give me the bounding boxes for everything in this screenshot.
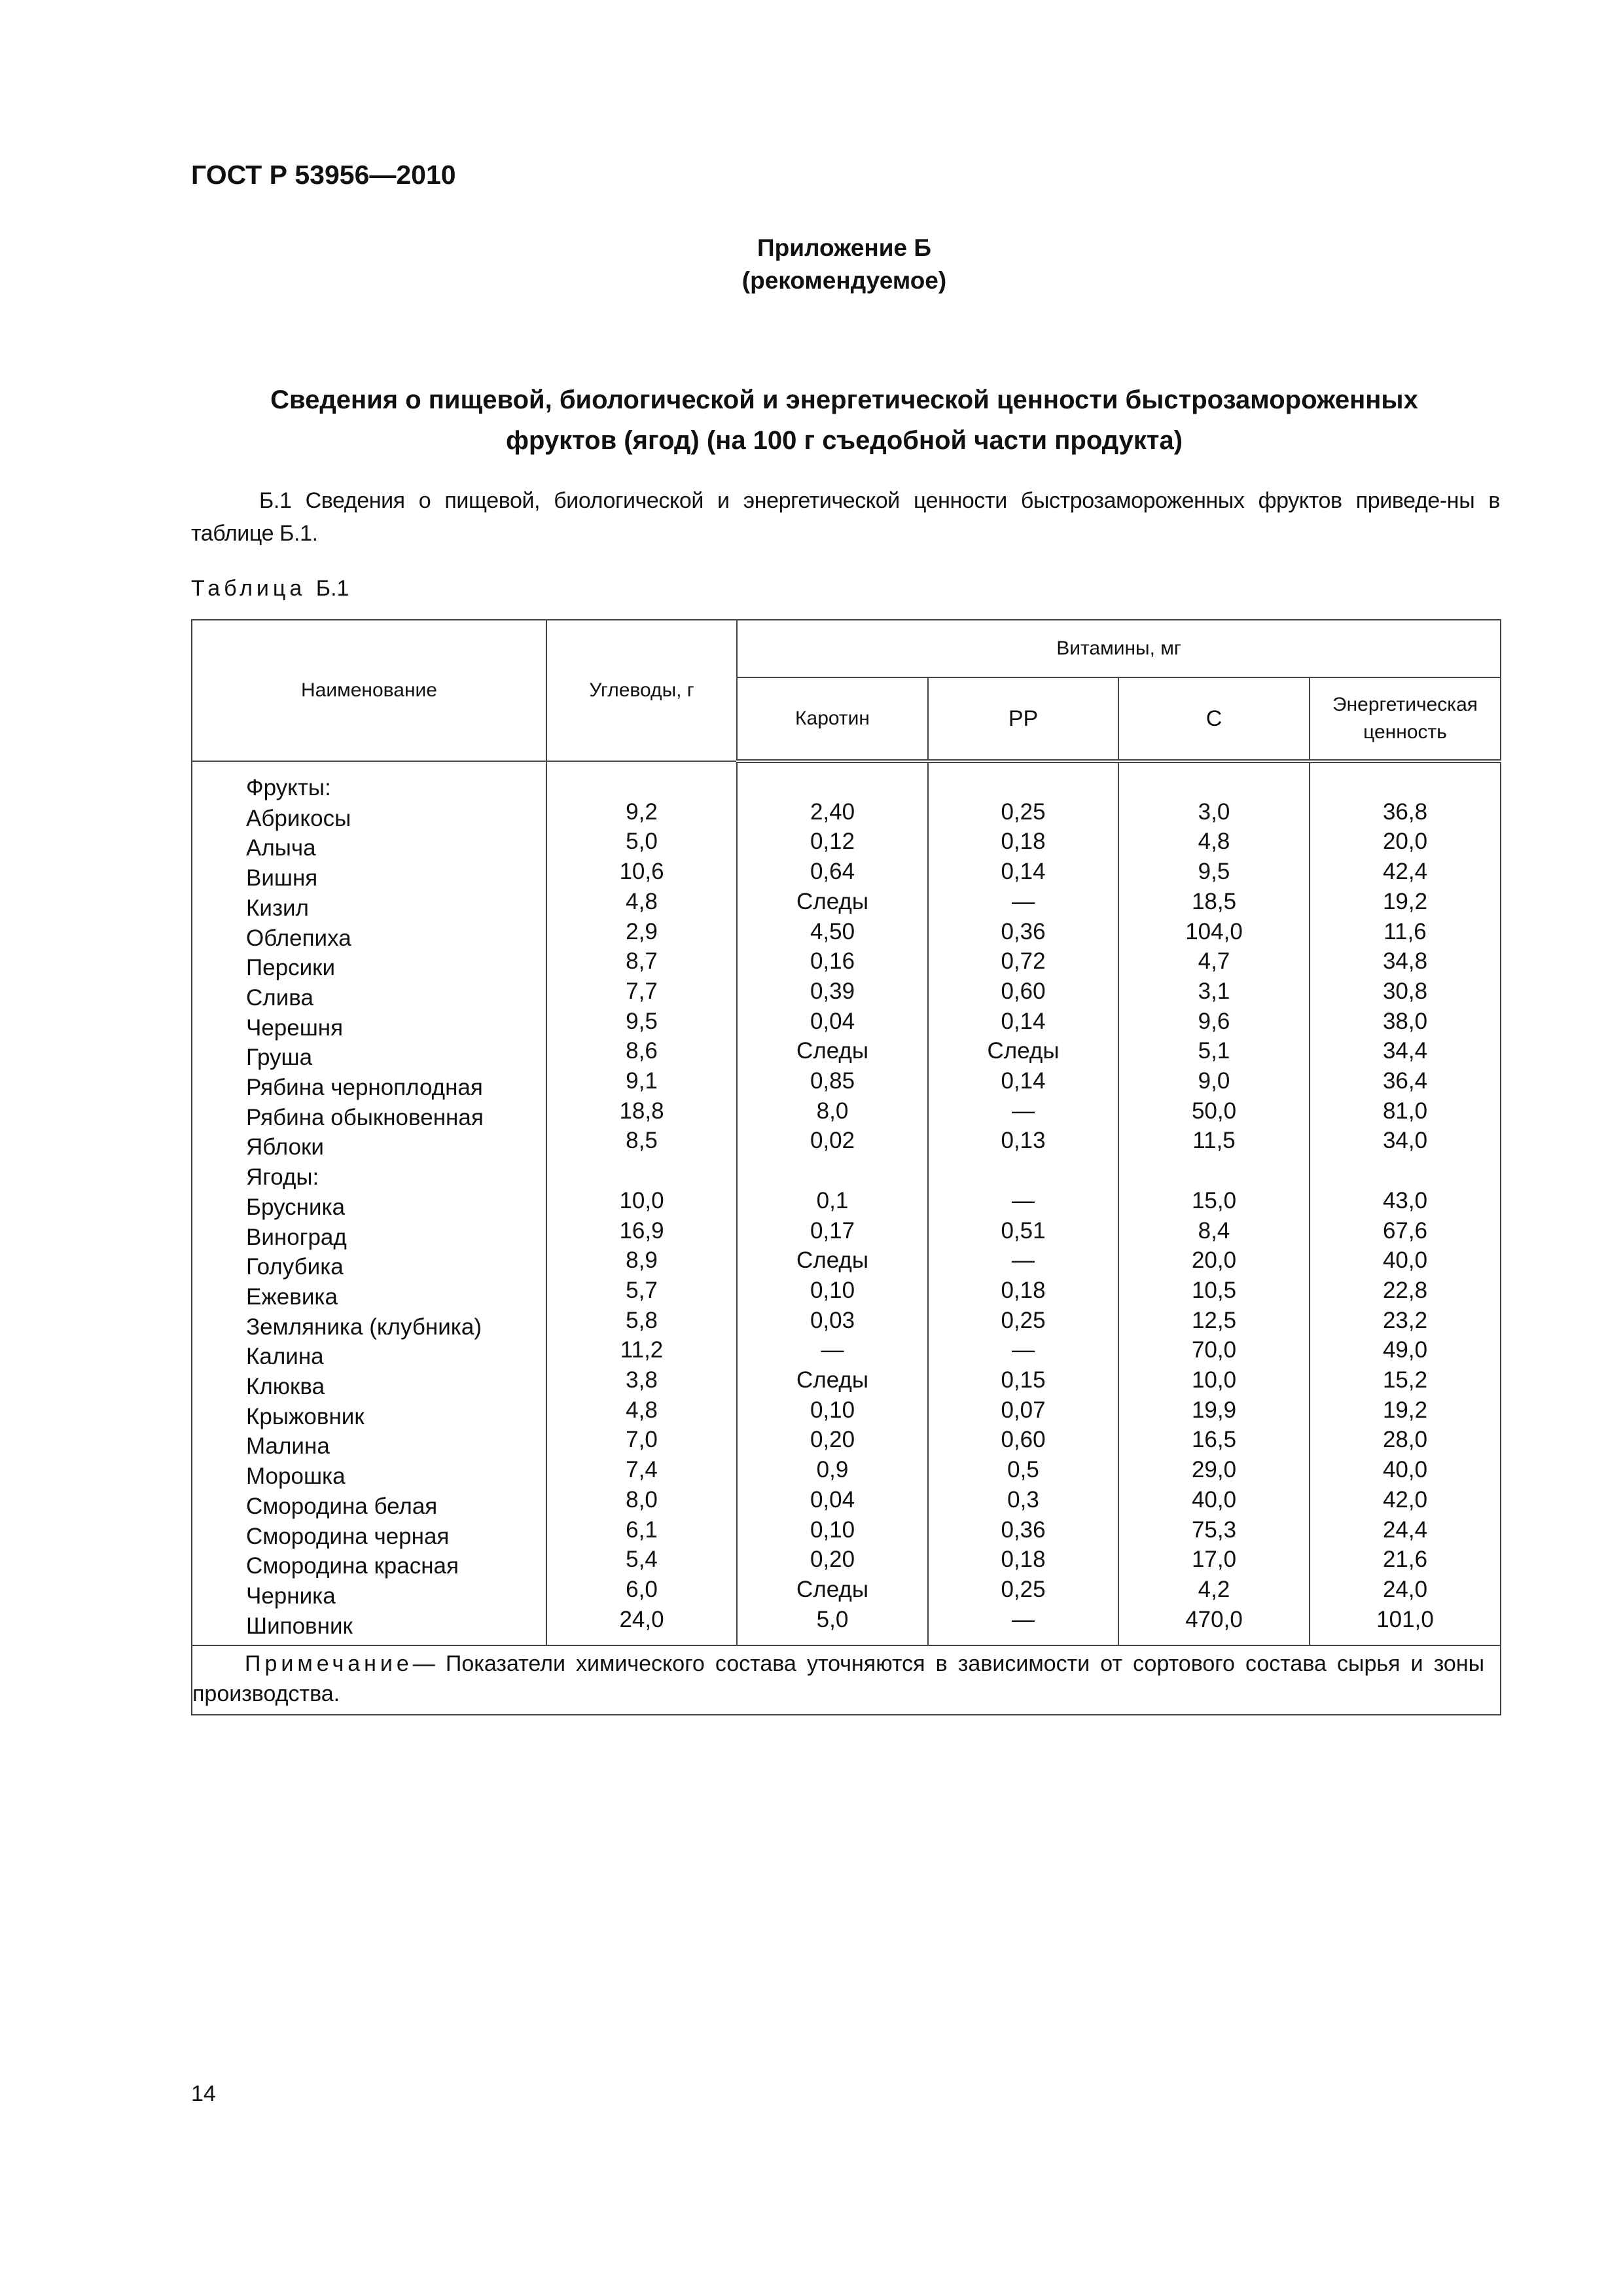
annex-status: (рекомендуемое): [741, 267, 947, 294]
cell-pp: 0,60: [928, 1425, 1118, 1455]
table-note: [192, 1645, 1501, 1715]
cell-c: 70,0: [1118, 1335, 1310, 1365]
cell-name: Алыча: [192, 833, 546, 863]
cell-name: Смородина красная: [192, 1551, 546, 1581]
cell-c: 40,0: [1118, 1485, 1310, 1515]
cell-energy: [1310, 1156, 1501, 1186]
cell-carotene: 0,12: [737, 827, 928, 857]
cell-name: Рябина черноплодная: [192, 1073, 546, 1103]
cell-c: 75,3: [1118, 1515, 1310, 1545]
cell-c: 104,0: [1118, 917, 1310, 947]
cell-energy: 49,0: [1310, 1335, 1501, 1365]
cell-name: Яблоки: [192, 1132, 546, 1162]
cell-name: Фрукты:: [192, 761, 546, 804]
cell-carotene: 0,1: [737, 1186, 928, 1216]
cell-carotene: 0,64: [737, 857, 928, 887]
intro-paragraph: [191, 484, 1500, 550]
cell-c: 5,1: [1118, 1036, 1310, 1066]
header-name: Наименование: [192, 620, 546, 761]
cell-pp: —: [928, 1605, 1118, 1640]
cell-name: Смородина черная: [192, 1522, 546, 1552]
cell-name: Голубика: [192, 1252, 546, 1282]
cell-c: 50,0: [1118, 1096, 1310, 1126]
cell-energy: 40,0: [1310, 1455, 1501, 1485]
cell-pp: [928, 1156, 1118, 1186]
cell-pp: 0,5: [928, 1455, 1118, 1485]
cell-c: 4,8: [1118, 827, 1310, 857]
cell-carbs: 8,9: [546, 1246, 737, 1276]
cell-c: 12,5: [1118, 1306, 1310, 1336]
cell-c: 4,7: [1118, 946, 1310, 977]
cell-name: Рябина обыкновенная: [192, 1103, 546, 1133]
cell-pp: 0,14: [928, 1066, 1118, 1096]
cell-energy: 34,8: [1310, 946, 1501, 977]
cell-pp: 0,51: [928, 1216, 1118, 1246]
cell-c: 470,0: [1118, 1605, 1310, 1640]
cell-pp: —: [928, 1186, 1118, 1216]
cell-pp: 0,13: [928, 1126, 1118, 1156]
header-energy: Энергетическая ценность: [1310, 677, 1501, 761]
cell-carotene: 0,04: [737, 1485, 928, 1515]
cell-carotene: 0,20: [737, 1425, 928, 1455]
cell-name: Черешня: [192, 1013, 546, 1043]
cell-carotene: 0,10: [737, 1515, 928, 1545]
cell-pp: —: [928, 887, 1118, 917]
cell-carbs: 9,2: [546, 797, 737, 827]
header-pp: PP: [928, 677, 1118, 761]
cell-c: 4,2: [1118, 1575, 1310, 1605]
cell-energy: 36,4: [1310, 1066, 1501, 1096]
cell-carotene: 0,85: [737, 1066, 928, 1096]
cell-carotene: Следы: [737, 1575, 928, 1605]
cell-carbs: 18,8: [546, 1096, 737, 1126]
cell-carbs: 5,4: [546, 1545, 737, 1575]
document-code: ГОСТ Р 53956—2010: [191, 160, 456, 190]
cell-c: 18,5: [1118, 887, 1310, 917]
cell-pp: 0,18: [928, 1545, 1118, 1575]
cell-energy: 36,8: [1310, 797, 1501, 827]
cell-carbs: 6,1: [546, 1515, 737, 1545]
cell-c: 11,5: [1118, 1126, 1310, 1156]
cell-carbs: 8,6: [546, 1036, 737, 1066]
cell-energy: 34,4: [1310, 1036, 1501, 1066]
cell-carbs: 9,1: [546, 1066, 737, 1096]
cell-pp: 0,36: [928, 917, 1118, 947]
cell-pp: 0,3: [928, 1485, 1118, 1515]
header-carotene: Каротин: [737, 677, 928, 761]
cell-name: Кизил: [192, 893, 546, 924]
nutrition-table: [191, 619, 1501, 1715]
header-carbs: Углеводы, г: [546, 620, 737, 761]
cell-carotene: 0,9: [737, 1455, 928, 1485]
cell-carbs: 10,6: [546, 857, 737, 887]
cell-carbs: 8,7: [546, 946, 737, 977]
cell-c: 15,0: [1118, 1186, 1310, 1216]
cell-name: Малина: [192, 1431, 546, 1462]
cell-energy: 20,0: [1310, 827, 1501, 857]
cell-energy: 34,0: [1310, 1126, 1501, 1156]
cell-carbs: 8,0: [546, 1485, 737, 1515]
cell-energy: 81,0: [1310, 1096, 1501, 1126]
cell-pp: [928, 755, 1118, 797]
cell-energy: 38,0: [1310, 1007, 1501, 1037]
cell-pp: —: [928, 1096, 1118, 1126]
cell-name: Груша: [192, 1043, 546, 1073]
cell-name: Персики: [192, 953, 546, 983]
cell-c: 20,0: [1118, 1246, 1310, 1276]
annex-heading: [0, 232, 1623, 297]
cell-name: Крыжовник: [192, 1402, 546, 1432]
cell-c: [1118, 755, 1310, 797]
cell-name: Слива: [192, 983, 546, 1013]
cell-energy: 22,8: [1310, 1276, 1501, 1306]
cell-pp: 0,25: [928, 1306, 1118, 1336]
cell-carbs: 5,0: [546, 827, 737, 857]
cell-carotene: 0,16: [737, 946, 928, 977]
cell-c: 9,6: [1118, 1007, 1310, 1037]
cell-c: 10,0: [1118, 1365, 1310, 1395]
cell-carotene: 4,50: [737, 917, 928, 947]
cell-energy: 15,2: [1310, 1365, 1501, 1395]
cell-c: 10,5: [1118, 1276, 1310, 1306]
table-caption: [191, 576, 349, 601]
cell-carotene: 0,04: [737, 1007, 928, 1037]
table-body: [192, 761, 1501, 1645]
cell-name: Брусника: [192, 1193, 546, 1223]
cell-carbs: 7,0: [546, 1425, 737, 1455]
cell-carbs: 24,0: [546, 1605, 737, 1640]
cell-carbs: 2,9: [546, 917, 737, 947]
cell-c: 17,0: [1118, 1545, 1310, 1575]
cell-carbs: 5,7: [546, 1276, 737, 1306]
cell-carbs: [546, 755, 737, 797]
cell-carotene: Следы: [737, 1365, 928, 1395]
cell-carbs: 16,9: [546, 1216, 737, 1246]
cell-energy: 30,8: [1310, 977, 1501, 1007]
intro-text: Б.1 Сведения о пищевой, биологической и энергетической ценности быстрозамороженных фруктов приведе-ны в таблице Б.1.: [191, 488, 1500, 546]
cell-c: 19,9: [1118, 1395, 1310, 1426]
cell-carbs: 7,7: [546, 977, 737, 1007]
cell-energy: 40,0: [1310, 1246, 1501, 1276]
cell-c: 16,5: [1118, 1425, 1310, 1455]
cell-name: Ежевика: [192, 1282, 546, 1312]
cell-energy: 43,0: [1310, 1186, 1501, 1216]
note-text: — Показатели химического состава уточняются в зависимости от сортового состава сырья и зоны производства.: [192, 1651, 1485, 1707]
cell-c: [1118, 1156, 1310, 1186]
cell-pp: 0,14: [928, 857, 1118, 887]
cell-carbs: [546, 1156, 737, 1186]
cell-energy: 101,0: [1310, 1605, 1501, 1640]
cell-energy: 24,0: [1310, 1575, 1501, 1605]
cell-pp: 0,14: [928, 1007, 1118, 1037]
cell-carotene: 0,10: [737, 1276, 928, 1306]
cell-energy: 21,6: [1310, 1545, 1501, 1575]
cell-carbs: 11,2: [546, 1335, 737, 1365]
page-title-line-1: Сведения о пищевой, биологической и энергетической ценности быстрозамороженных: [270, 386, 1418, 414]
cell-energy: 23,2: [1310, 1306, 1501, 1336]
annex-title: Приложение Б: [757, 234, 931, 261]
cell-carotene: 0,39: [737, 977, 928, 1007]
table-caption-number: Б.1: [315, 576, 349, 601]
cell-carbs: 6,0: [546, 1575, 737, 1605]
cell-carotene: 2,40: [737, 797, 928, 827]
cell-pp: 0,36: [928, 1515, 1118, 1545]
cell-carbs: 9,5: [546, 1007, 737, 1037]
cell-pp: 0,25: [928, 1575, 1118, 1605]
page-title-line-2: фруктов (ягод) (на 100 г съедобной части продукта): [505, 426, 1183, 455]
cell-pp: 0,15: [928, 1365, 1118, 1395]
cell-carotene: 0,17: [737, 1216, 928, 1246]
cell-carbs: 3,8: [546, 1365, 737, 1395]
cell-name: Клюква: [192, 1372, 546, 1402]
cell-carotene: 0,03: [737, 1306, 928, 1336]
cell-energy: [1310, 755, 1501, 797]
cell-c: 29,0: [1118, 1455, 1310, 1485]
cell-name: Калина: [192, 1342, 546, 1372]
note-label: Примечание: [245, 1651, 413, 1677]
cell-pp: 0,72: [928, 946, 1118, 977]
cell-carotene: 0,02: [737, 1126, 928, 1156]
cell-name: Ягоды:: [192, 1162, 546, 1193]
cell-c: 8,4: [1118, 1216, 1310, 1246]
cell-carotene: 5,0: [737, 1605, 928, 1640]
cell-energy: 67,6: [1310, 1216, 1501, 1246]
cell-carotene: [737, 755, 928, 797]
cell-pp: —: [928, 1246, 1118, 1276]
cell-c: 9,0: [1118, 1066, 1310, 1096]
cell-energy: 19,2: [1310, 1395, 1501, 1426]
cell-pp: 0,25: [928, 797, 1118, 827]
cell-carotene: 0,20: [737, 1545, 928, 1575]
cell-pp: 0,18: [928, 1276, 1118, 1306]
cell-carotene: [737, 1156, 928, 1186]
cell-carotene: 0,10: [737, 1395, 928, 1426]
cell-energy: 42,4: [1310, 857, 1501, 887]
cell-pp: 0,07: [928, 1395, 1118, 1426]
cell-energy: 42,0: [1310, 1485, 1501, 1515]
cell-name: Виноград: [192, 1223, 546, 1253]
cell-name: Смородина белая: [192, 1492, 546, 1522]
cell-carbs: 10,0: [546, 1186, 737, 1216]
cell-carotene: Следы: [737, 887, 928, 917]
cell-name: Абрикосы: [192, 804, 546, 834]
cell-name: Морошка: [192, 1462, 546, 1492]
cell-carotene: Следы: [737, 1246, 928, 1276]
page-title: [196, 380, 1492, 461]
cell-carbs: 8,5: [546, 1126, 737, 1156]
header-c: C: [1118, 677, 1310, 761]
table-caption-label: Таблица: [191, 576, 306, 601]
cell-carbs: 4,8: [546, 1395, 737, 1426]
cell-energy: 19,2: [1310, 887, 1501, 917]
cell-carotene: Следы: [737, 1036, 928, 1066]
cell-name: Шиповник: [192, 1611, 546, 1646]
cell-c: 9,5: [1118, 857, 1310, 887]
cell-energy: 28,0: [1310, 1425, 1501, 1455]
cell-carbs: 4,8: [546, 887, 737, 917]
cell-name: Земляника (клубника): [192, 1312, 546, 1342]
page-number: 14: [191, 2081, 216, 2106]
cell-c: 3,0: [1118, 797, 1310, 827]
cell-carbs: 5,8: [546, 1306, 737, 1336]
table-row: [192, 1611, 1501, 1646]
cell-name: Вишня: [192, 863, 546, 893]
cell-carotene: —: [737, 1335, 928, 1365]
cell-pp: Следы: [928, 1036, 1118, 1066]
cell-c: 3,1: [1118, 977, 1310, 1007]
header-vitamins: Витамины, мг: [737, 620, 1501, 677]
cell-name: Облепиха: [192, 924, 546, 954]
cell-pp: —: [928, 1335, 1118, 1365]
cell-pp: 0,18: [928, 827, 1118, 857]
cell-carbs: 7,4: [546, 1455, 737, 1485]
cell-name: Черника: [192, 1581, 546, 1611]
cell-energy: 11,6: [1310, 917, 1501, 947]
cell-pp: 0,60: [928, 977, 1118, 1007]
cell-carotene: 8,0: [737, 1096, 928, 1126]
cell-energy: 24,4: [1310, 1515, 1501, 1545]
